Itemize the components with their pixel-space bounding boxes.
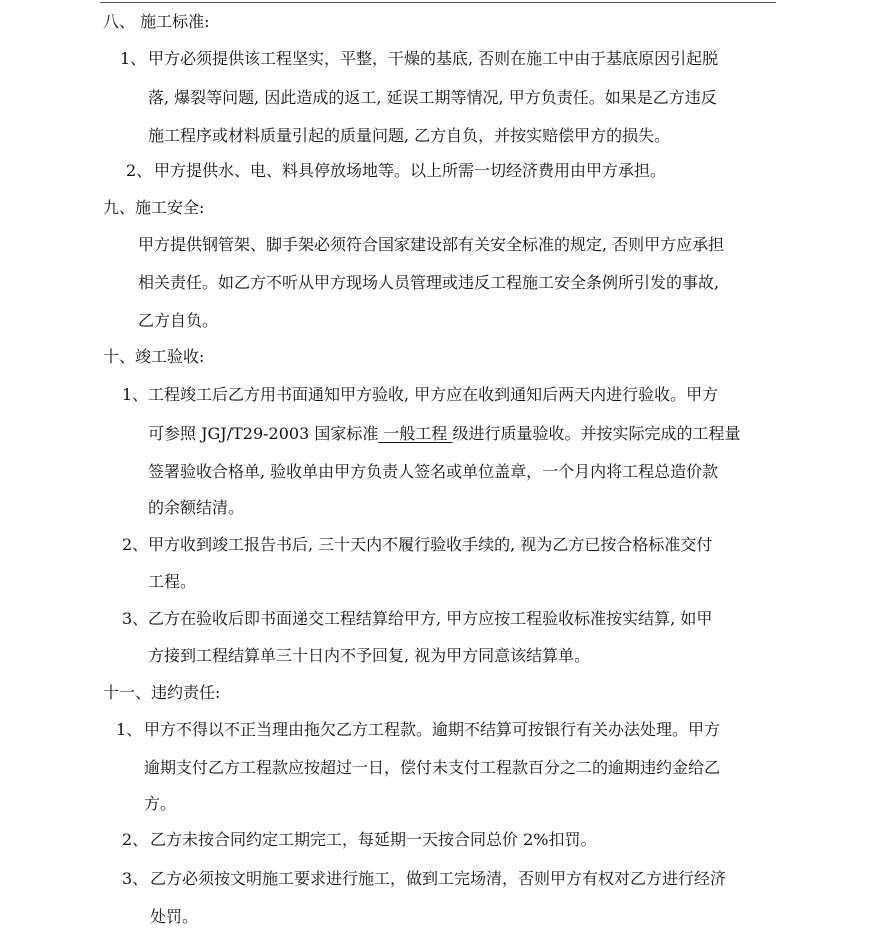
item-text-line: 甲方收到竣工报告书后, 三十天内不履行验收手续的, 视为乙方已按合格标准交付 — [148, 535, 713, 554]
item-text-line: 甲方提供水、电、料具停放场地等。以上所需一切经济费用由甲方承担。 — [154, 161, 667, 180]
item-number: 1、 — [122, 385, 149, 404]
item-number: 3、 — [122, 609, 149, 628]
item-text-line-with-underline — [148, 423, 741, 445]
item-text-line: 落, 爆裂等问题, 因此造成的返工, 延误工期等情况, 甲方负责任。如果是乙方违反 — [148, 88, 717, 107]
item-text-line: 甲方不得以不正当理由拖欠乙方工程款。逾期不结算可按银行有关办法处理。甲方 — [144, 720, 721, 739]
item-text-line: 逾期支付乙方工程款应按超过一日，偿付未支付工程款百分之二的逾期违约金给乙 — [144, 758, 721, 777]
item-number: 2、 — [122, 830, 149, 849]
paragraph-line: 甲方提供钢管架、脚手架必须符合国家建设部有关安全标准的规定, 否则甲方应承担 — [138, 235, 725, 254]
section-heading-9: 九、施工安全: — [103, 198, 205, 217]
underlined-grade: 一般工程 — [378, 424, 453, 443]
paragraph-line: 相关责任。如乙方不听从甲方现场人员管理或违反工程施工安全条例所引发的事故, — [138, 273, 720, 292]
item-text-line: 工程竣工后乙方用书面通知甲方验收, 甲方应在收到通知后两天内进行验收。甲方 — [148, 385, 719, 404]
top-rule — [100, 2, 776, 3]
item-text-line: 的余额结清。 — [148, 498, 245, 517]
item-number: 2、 — [126, 161, 153, 180]
item-text-line: 乙方未按合同约定工期完工，每延期一天按合同总价 2%扣罚。 — [150, 830, 597, 849]
item-text-line: 乙方在验收后即书面递交工程结算给甲方, 甲方应按工程验收标准按实结算, 如甲 — [148, 609, 713, 628]
item-text-line: 甲方必须提供该工程坚实，平整，干燥的基底, 否则在施工中由于基底原因引起脱 — [148, 49, 719, 68]
item-text-segment: 可参照 JGJ/T29-2003 国家标准 — [148, 424, 379, 443]
item-text-line: 乙方必须按文明施工要求进行施工，做到工完场清，否则甲方有权对乙方进行经济 — [150, 869, 727, 888]
item-text-line: 方。 — [144, 794, 177, 813]
section-heading-11: 十一、违约责任: — [103, 683, 221, 702]
item-number: 1、 — [116, 720, 143, 739]
item-text-segment: 级进行质量验收。并按实际完成的工程量 — [452, 424, 741, 443]
item-number: 1、 — [120, 49, 147, 68]
item-text-line: 签署验收合格单, 验收单由甲方负责人签名或单位盖章，一个月内将工程总造价款 — [148, 462, 719, 481]
item-number: 3、 — [122, 869, 149, 888]
item-text-line: 方接到工程结算单三十日内不予回复, 视为甲方同意该结算单。 — [148, 646, 591, 665]
item-text-line: 工程。 — [148, 572, 197, 591]
item-number: 2、 — [122, 535, 149, 554]
section-heading-8: 八、 施工标准: — [103, 12, 210, 31]
section-heading-10: 十、竣工验收: — [103, 347, 205, 366]
paragraph-line: 乙方自负。 — [138, 311, 219, 330]
item-text-line: 处罚。 — [150, 907, 199, 926]
item-text-line: 施工程序或材料质量引起的质量问题, 乙方自负，并按实赔偿甲方的损失。 — [148, 126, 671, 145]
